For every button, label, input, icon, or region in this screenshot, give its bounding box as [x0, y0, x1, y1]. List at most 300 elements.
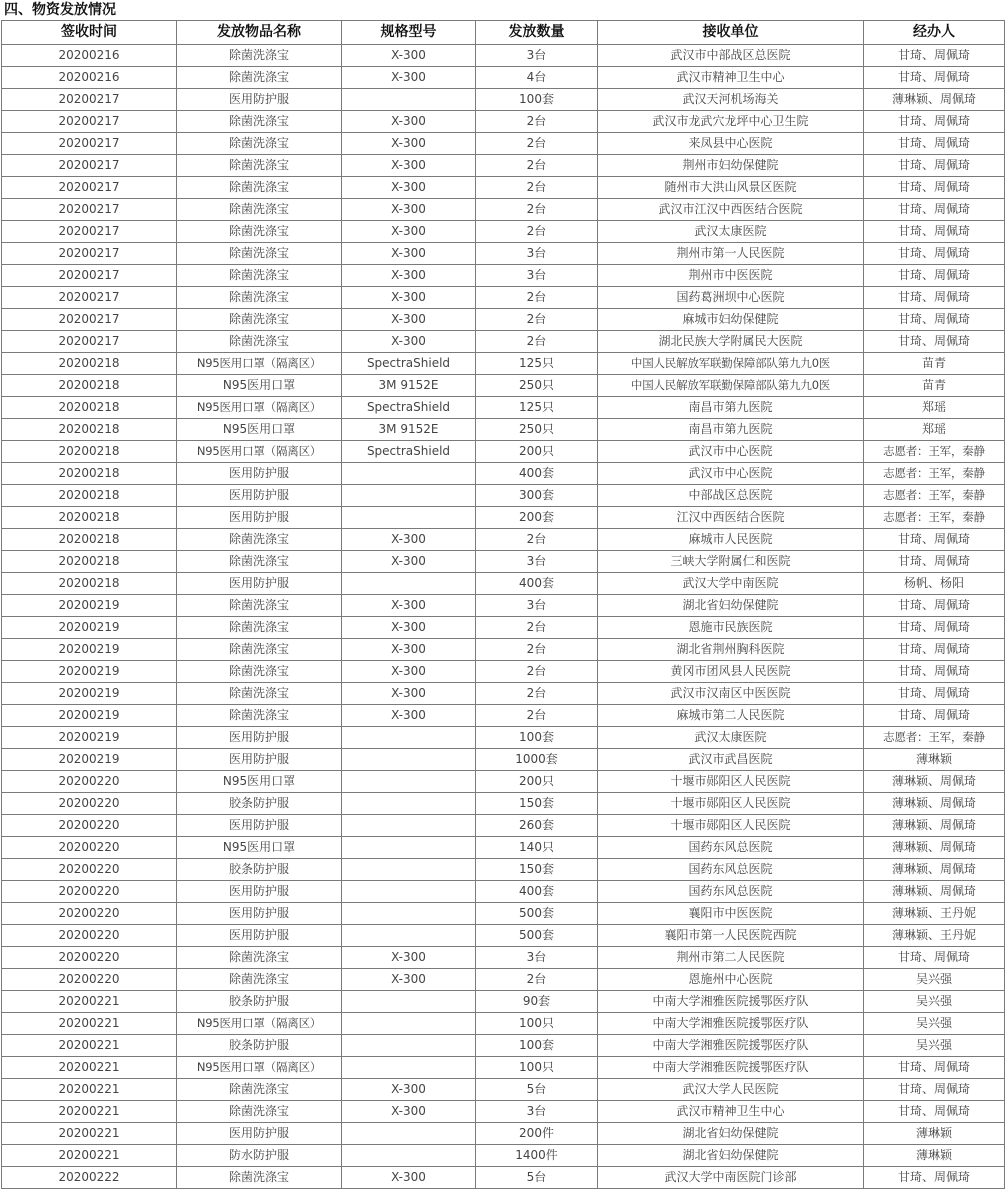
- table-row: [2, 705, 1005, 727]
- cell-recipient: 南昌市第九医院: [598, 419, 864, 441]
- cell-handler: 甘琦、周佩琦: [864, 551, 1005, 573]
- cell-quantity: 400套: [476, 881, 598, 903]
- header-row: [2, 21, 1005, 45]
- cell-spec-model: X-300: [342, 529, 476, 551]
- cell-handler: 薄琳颖: [864, 1145, 1005, 1167]
- cell-quantity: 4台: [476, 67, 598, 89]
- cell-recipient: 十堰市郧阳区人民医院: [598, 771, 864, 793]
- cell-recipient: 武汉市龙武穴龙坪中心卫生院: [598, 111, 864, 133]
- cell-quantity: 260套: [476, 815, 598, 837]
- cell-quantity: 100只: [476, 1013, 598, 1035]
- cell-quantity: 2台: [476, 221, 598, 243]
- cell-handler: 郑瑶: [864, 397, 1005, 419]
- cell-item-name: 胶条防护服: [177, 1035, 342, 1057]
- cell-recipient: 武汉市精神卫生中心: [598, 67, 864, 89]
- cell-item-name: N95医用口罩: [177, 375, 342, 397]
- cell-quantity: 3台: [476, 551, 598, 573]
- cell-quantity: 2台: [476, 529, 598, 551]
- cell-recipient: 恩施市民族医院: [598, 617, 864, 639]
- table-row: [2, 375, 1005, 397]
- cell-quantity: 2台: [476, 969, 598, 991]
- cell-handler: 薄琳颖、周佩琦: [864, 815, 1005, 837]
- cell-spec-model: [342, 793, 476, 815]
- table-row: [2, 45, 1005, 67]
- cell-spec-model: [342, 1123, 476, 1145]
- header-recipient: 接收单位: [598, 21, 864, 45]
- cell-receipt-date: 20200220: [2, 903, 177, 925]
- cell-receipt-date: 20200216: [2, 45, 177, 67]
- cell-spec-model: SpectraShield: [342, 353, 476, 375]
- cell-quantity: 100套: [476, 89, 598, 111]
- cell-recipient: 中国人民解放军联勤保障部队第九九0医: [598, 353, 864, 375]
- table-row: [2, 463, 1005, 485]
- cell-recipient: 武汉市汉南区中医医院: [598, 683, 864, 705]
- cell-quantity: 90套: [476, 991, 598, 1013]
- cell-spec-model: [342, 881, 476, 903]
- table-row: [2, 1035, 1005, 1057]
- cell-spec-model: X-300: [342, 199, 476, 221]
- cell-recipient: 十堰市郧阳区人民医院: [598, 815, 864, 837]
- table-row: [2, 287, 1005, 309]
- cell-spec-model: [342, 485, 476, 507]
- cell-receipt-date: 20200218: [2, 463, 177, 485]
- cell-recipient: 恩施州中心医院: [598, 969, 864, 991]
- table-row: [2, 419, 1005, 441]
- cell-recipient: 武汉市中心医院: [598, 441, 864, 463]
- cell-receipt-date: 20200217: [2, 287, 177, 309]
- cell-spec-model: X-300: [342, 683, 476, 705]
- table-row: [2, 551, 1005, 573]
- cell-quantity: 400套: [476, 573, 598, 595]
- cell-item-name: 除菌洗涤宝: [177, 1101, 342, 1123]
- cell-spec-model: 3M 9152E: [342, 419, 476, 441]
- table-row: [2, 661, 1005, 683]
- cell-handler: 志愿者：王军，秦静: [864, 485, 1005, 507]
- cell-recipient: 襄阳市第一人民医院西院: [598, 925, 864, 947]
- cell-recipient: 湖北省妇幼保健院: [598, 1145, 864, 1167]
- cell-receipt-date: 20200218: [2, 507, 177, 529]
- cell-item-name: 除菌洗涤宝: [177, 595, 342, 617]
- cell-spec-model: SpectraShield: [342, 441, 476, 463]
- cell-handler: 薄琳颖、王丹妮: [864, 903, 1005, 925]
- cell-recipient: 襄阳市中医医院: [598, 903, 864, 925]
- cell-recipient: 武汉大学中南医院门诊部: [598, 1167, 864, 1189]
- cell-receipt-date: 20200220: [2, 771, 177, 793]
- cell-quantity: 5台: [476, 1079, 598, 1101]
- cell-recipient: 武汉市精神卫生中心: [598, 1101, 864, 1123]
- cell-quantity: 500套: [476, 925, 598, 947]
- header-spec-model: 规格型号: [342, 21, 476, 45]
- cell-recipient: 湖北省妇幼保健院: [598, 1123, 864, 1145]
- cell-receipt-date: 20200217: [2, 111, 177, 133]
- table-row: [2, 881, 1005, 903]
- cell-item-name: N95医用口罩（隔离区）: [177, 353, 342, 375]
- cell-quantity: 100套: [476, 1035, 598, 1057]
- table-row: [2, 507, 1005, 529]
- cell-quantity: 3台: [476, 243, 598, 265]
- cell-item-name: 医用防护服: [177, 89, 342, 111]
- cell-receipt-date: 20200217: [2, 199, 177, 221]
- cell-receipt-date: 20200218: [2, 551, 177, 573]
- cell-recipient: 麻城市妇幼保健院: [598, 309, 864, 331]
- cell-recipient: 江汉中西医结合医院: [598, 507, 864, 529]
- cell-spec-model: [342, 749, 476, 771]
- cell-spec-model: [342, 859, 476, 881]
- cell-quantity: 250只: [476, 419, 598, 441]
- cell-handler: 志愿者：王军，秦静: [864, 507, 1005, 529]
- cell-recipient: 湖北省荆州胸科医院: [598, 639, 864, 661]
- cell-item-name: 除菌洗涤宝: [177, 551, 342, 573]
- cell-quantity: 300套: [476, 485, 598, 507]
- cell-item-name: 医用防护服: [177, 485, 342, 507]
- cell-receipt-date: 20200217: [2, 133, 177, 155]
- cell-receipt-date: 20200220: [2, 837, 177, 859]
- cell-item-name: 医用防护服: [177, 881, 342, 903]
- cell-spec-model: X-300: [342, 309, 476, 331]
- cell-receipt-date: 20200220: [2, 881, 177, 903]
- cell-handler: 杨帆、杨阳: [864, 573, 1005, 595]
- cell-receipt-date: 20200220: [2, 859, 177, 881]
- cell-handler: 吴兴强: [864, 1013, 1005, 1035]
- table-row: [2, 683, 1005, 705]
- table-row: [2, 177, 1005, 199]
- cell-spec-model: X-300: [342, 45, 476, 67]
- cell-spec-model: X-300: [342, 969, 476, 991]
- cell-handler: 志愿者：王军，秦静: [864, 727, 1005, 749]
- table-row: [2, 595, 1005, 617]
- cell-receipt-date: 20200217: [2, 89, 177, 111]
- cell-recipient: 十堰市郧阳区人民医院: [598, 793, 864, 815]
- cell-quantity: 2台: [476, 683, 598, 705]
- cell-quantity: 3台: [476, 1101, 598, 1123]
- cell-quantity: 200只: [476, 441, 598, 463]
- cell-item-name: 除菌洗涤宝: [177, 639, 342, 661]
- cell-item-name: 除菌洗涤宝: [177, 111, 342, 133]
- cell-handler: 薄琳颖、周佩琦: [864, 837, 1005, 859]
- header-item-name: 发放物品名称: [177, 21, 342, 45]
- table-row: [2, 441, 1005, 463]
- cell-quantity: 2台: [476, 155, 598, 177]
- cell-receipt-date: 20200220: [2, 793, 177, 815]
- cell-handler: 甘琦、周佩琦: [864, 331, 1005, 353]
- cell-spec-model: X-300: [342, 947, 476, 969]
- cell-handler: 甘琦、周佩琦: [864, 243, 1005, 265]
- cell-spec-model: [342, 903, 476, 925]
- cell-receipt-date: 20200219: [2, 639, 177, 661]
- cell-spec-model: X-300: [342, 111, 476, 133]
- cell-handler: 吴兴强: [864, 991, 1005, 1013]
- cell-receipt-date: 20200220: [2, 947, 177, 969]
- cell-item-name: 医用防护服: [177, 749, 342, 771]
- cell-spec-model: X-300: [342, 155, 476, 177]
- cell-spec-model: [342, 727, 476, 749]
- cell-item-name: N95医用口罩（隔离区）: [177, 397, 342, 419]
- cell-spec-model: X-300: [342, 551, 476, 573]
- cell-recipient: 中部战区总医院: [598, 485, 864, 507]
- cell-handler: 志愿者：王军，秦静: [864, 463, 1005, 485]
- cell-handler: 甘琦、周佩琦: [864, 287, 1005, 309]
- table-row: [2, 1167, 1005, 1189]
- cell-spec-model: [342, 573, 476, 595]
- table-row: [2, 1101, 1005, 1123]
- table-row: [2, 265, 1005, 287]
- cell-spec-model: [342, 925, 476, 947]
- table-row: [2, 1123, 1005, 1145]
- table-row: [2, 639, 1005, 661]
- distribution-table: [1, 20, 1005, 1189]
- cell-receipt-date: 20200217: [2, 309, 177, 331]
- cell-recipient: 来凤县中心医院: [598, 133, 864, 155]
- cell-receipt-date: 20200217: [2, 177, 177, 199]
- cell-quantity: 100套: [476, 727, 598, 749]
- cell-spec-model: X-300: [342, 661, 476, 683]
- table-row: [2, 529, 1005, 551]
- cell-spec-model: X-300: [342, 221, 476, 243]
- table-row: [2, 837, 1005, 859]
- cell-handler: 苗青: [864, 353, 1005, 375]
- cell-handler: 甘琦、周佩琦: [864, 177, 1005, 199]
- cell-quantity: 2台: [476, 661, 598, 683]
- cell-handler: 甘琦、周佩琦: [864, 111, 1005, 133]
- cell-receipt-date: 20200218: [2, 419, 177, 441]
- cell-handler: 薄琳颖、周佩琦: [864, 859, 1005, 881]
- table-row: [2, 133, 1005, 155]
- cell-recipient: 三峡大学附属仁和医院: [598, 551, 864, 573]
- cell-item-name: 除菌洗涤宝: [177, 1167, 342, 1189]
- cell-receipt-date: 20200217: [2, 243, 177, 265]
- table-row: [2, 1057, 1005, 1079]
- cell-receipt-date: 20200221: [2, 1035, 177, 1057]
- table-body: [2, 45, 1005, 1189]
- cell-spec-model: [342, 1145, 476, 1167]
- cell-item-name: 医用防护服: [177, 463, 342, 485]
- table-row: [2, 617, 1005, 639]
- table-row: [2, 199, 1005, 221]
- section-title: 四、物资发放情况: [4, 2, 116, 18]
- cell-quantity: 1000套: [476, 749, 598, 771]
- table-row: [2, 727, 1005, 749]
- cell-quantity: 2台: [476, 639, 598, 661]
- cell-item-name: N95医用口罩: [177, 771, 342, 793]
- table-row: [2, 859, 1005, 881]
- cell-handler: 薄琳颖: [864, 749, 1005, 771]
- table-row: [2, 947, 1005, 969]
- cell-recipient: 黄冈市团风县人民医院: [598, 661, 864, 683]
- cell-receipt-date: 20200217: [2, 265, 177, 287]
- cell-receipt-date: 20200217: [2, 155, 177, 177]
- cell-item-name: 除菌洗涤宝: [177, 177, 342, 199]
- cell-quantity: 500套: [476, 903, 598, 925]
- cell-handler: 薄琳颖、周佩琦: [864, 881, 1005, 903]
- cell-handler: 薄琳颖、周佩琦: [864, 793, 1005, 815]
- cell-handler: 薄琳颖、周佩琦: [864, 771, 1005, 793]
- cell-spec-model: X-300: [342, 1167, 476, 1189]
- cell-item-name: 除菌洗涤宝: [177, 617, 342, 639]
- cell-recipient: 国药东风总医院: [598, 859, 864, 881]
- header-handler: 经办人: [864, 21, 1005, 45]
- cell-quantity: 2台: [476, 133, 598, 155]
- cell-item-name: 胶条防护服: [177, 991, 342, 1013]
- cell-spec-model: [342, 837, 476, 859]
- cell-item-name: 除菌洗涤宝: [177, 969, 342, 991]
- cell-recipient: 湖北省妇幼保健院: [598, 595, 864, 617]
- cell-quantity: 2台: [476, 177, 598, 199]
- table-row: [2, 309, 1005, 331]
- cell-handler: 甘琦、周佩琦: [864, 617, 1005, 639]
- table-row: [2, 67, 1005, 89]
- cell-quantity: 200件: [476, 1123, 598, 1145]
- cell-recipient: 武汉市武昌医院: [598, 749, 864, 771]
- cell-item-name: 除菌洗涤宝: [177, 331, 342, 353]
- cell-recipient: 中南大学湘雅医院援鄂医疗队: [598, 1057, 864, 1079]
- cell-recipient: 国药东风总医院: [598, 881, 864, 903]
- table-row: [2, 969, 1005, 991]
- cell-quantity: 2台: [476, 199, 598, 221]
- table-row: [2, 155, 1005, 177]
- table-row: [2, 573, 1005, 595]
- cell-receipt-date: 20200222: [2, 1167, 177, 1189]
- cell-recipient: 武汉大学中南医院: [598, 573, 864, 595]
- cell-spec-model: [342, 463, 476, 485]
- cell-item-name: 医用防护服: [177, 925, 342, 947]
- cell-quantity: 5台: [476, 1167, 598, 1189]
- cell-handler: 薄琳颖: [864, 1123, 1005, 1145]
- cell-handler: 甘琦、周佩琦: [864, 683, 1005, 705]
- cell-quantity: 250只: [476, 375, 598, 397]
- cell-recipient: 国药东风总医院: [598, 837, 864, 859]
- table-row: [2, 331, 1005, 353]
- header-receipt-date: 签收时间: [2, 21, 177, 45]
- cell-item-name: 医用防护服: [177, 727, 342, 749]
- cell-receipt-date: 20200219: [2, 683, 177, 705]
- cell-item-name: 除菌洗涤宝: [177, 155, 342, 177]
- table-row: [2, 1013, 1005, 1035]
- cell-item-name: 除菌洗涤宝: [177, 45, 342, 67]
- cell-recipient: 中国人民解放军联勤保障部队第九九0医: [598, 375, 864, 397]
- cell-item-name: N95医用口罩: [177, 419, 342, 441]
- cell-recipient: 麻城市人民医院: [598, 529, 864, 551]
- cell-handler: 甘琦、周佩琦: [864, 1167, 1005, 1189]
- cell-item-name: 医用防护服: [177, 815, 342, 837]
- cell-receipt-date: 20200220: [2, 925, 177, 947]
- cell-item-name: 除菌洗涤宝: [177, 133, 342, 155]
- cell-item-name: 除菌洗涤宝: [177, 309, 342, 331]
- cell-spec-model: [342, 991, 476, 1013]
- table-row: [2, 903, 1005, 925]
- cell-recipient: 武汉大学人民医院: [598, 1079, 864, 1101]
- table-row: [2, 793, 1005, 815]
- cell-receipt-date: 20200218: [2, 441, 177, 463]
- cell-item-name: 胶条防护服: [177, 793, 342, 815]
- cell-recipient: 湖北民族大学附属民大医院: [598, 331, 864, 353]
- table-row: [2, 1079, 1005, 1101]
- cell-receipt-date: 20200218: [2, 353, 177, 375]
- cell-quantity: 1400件: [476, 1145, 598, 1167]
- cell-quantity: 200套: [476, 507, 598, 529]
- cell-handler: 甘琦、周佩琦: [864, 221, 1005, 243]
- cell-spec-model: [342, 1057, 476, 1079]
- cell-handler: 甘琦、周佩琦: [864, 1101, 1005, 1123]
- cell-quantity: 2台: [476, 705, 598, 727]
- cell-receipt-date: 20200219: [2, 595, 177, 617]
- cell-receipt-date: 20200218: [2, 529, 177, 551]
- cell-item-name: 除菌洗涤宝: [177, 265, 342, 287]
- cell-quantity: 3台: [476, 45, 598, 67]
- cell-handler: 甘琦、周佩琦: [864, 133, 1005, 155]
- cell-quantity: 3台: [476, 595, 598, 617]
- cell-receipt-date: 20200221: [2, 1145, 177, 1167]
- cell-item-name: 除菌洗涤宝: [177, 67, 342, 89]
- cell-recipient: 荆州市第一人民医院: [598, 243, 864, 265]
- cell-spec-model: X-300: [342, 1079, 476, 1101]
- cell-handler: 甘琦、周佩琦: [864, 595, 1005, 617]
- cell-quantity: 125只: [476, 353, 598, 375]
- cell-handler: 甘琦、周佩琦: [864, 155, 1005, 177]
- cell-receipt-date: 20200217: [2, 221, 177, 243]
- cell-handler: 吴兴强: [864, 969, 1005, 991]
- cell-item-name: 医用防护服: [177, 1123, 342, 1145]
- cell-recipient: 国药葛洲坝中心医院: [598, 287, 864, 309]
- cell-receipt-date: 20200218: [2, 397, 177, 419]
- cell-handler: 甘琦、周佩琦: [864, 199, 1005, 221]
- cell-spec-model: [342, 815, 476, 837]
- cell-handler: 吴兴强: [864, 1035, 1005, 1057]
- cell-quantity: 100只: [476, 1057, 598, 1079]
- cell-spec-model: 3M 9152E: [342, 375, 476, 397]
- cell-receipt-date: 20200218: [2, 375, 177, 397]
- cell-handler: 甘琦、周佩琦: [864, 45, 1005, 67]
- cell-handler: 薄琳颖、周佩琦: [864, 89, 1005, 111]
- cell-recipient: 中南大学湘雅医院援鄂医疗队: [598, 1013, 864, 1035]
- cell-item-name: N95医用口罩（隔离区）: [177, 1057, 342, 1079]
- cell-recipient: 荆州市第二人民医院: [598, 947, 864, 969]
- cell-handler: 甘琦、周佩琦: [864, 265, 1005, 287]
- cell-quantity: 2台: [476, 309, 598, 331]
- table-row: [2, 749, 1005, 771]
- cell-handler: 薄琳颖、王丹妮: [864, 925, 1005, 947]
- cell-receipt-date: 20200221: [2, 1013, 177, 1035]
- cell-handler: 甘琦、周佩琦: [864, 661, 1005, 683]
- cell-item-name: 防水防护服: [177, 1145, 342, 1167]
- cell-receipt-date: 20200220: [2, 969, 177, 991]
- cell-spec-model: X-300: [342, 243, 476, 265]
- cell-item-name: 医用防护服: [177, 507, 342, 529]
- cell-recipient: 荆州市中医医院: [598, 265, 864, 287]
- cell-item-name: N95医用口罩: [177, 837, 342, 859]
- cell-item-name: 除菌洗涤宝: [177, 705, 342, 727]
- table-row: [2, 771, 1005, 793]
- table-row: [2, 991, 1005, 1013]
- cell-receipt-date: 20200218: [2, 573, 177, 595]
- cell-spec-model: [342, 771, 476, 793]
- cell-spec-model: X-300: [342, 177, 476, 199]
- cell-receipt-date: 20200221: [2, 991, 177, 1013]
- cell-spec-model: X-300: [342, 595, 476, 617]
- cell-item-name: 除菌洗涤宝: [177, 1079, 342, 1101]
- cell-receipt-date: 20200219: [2, 617, 177, 639]
- cell-receipt-date: 20200216: [2, 67, 177, 89]
- cell-receipt-date: 20200219: [2, 705, 177, 727]
- cell-spec-model: X-300: [342, 287, 476, 309]
- cell-receipt-date: 20200220: [2, 815, 177, 837]
- cell-receipt-date: 20200219: [2, 727, 177, 749]
- cell-recipient: 随州市大洪山风景区医院: [598, 177, 864, 199]
- cell-spec-model: [342, 507, 476, 529]
- cell-item-name: 医用防护服: [177, 573, 342, 595]
- table-row: [2, 243, 1005, 265]
- cell-quantity: 150套: [476, 793, 598, 815]
- cell-item-name: N95医用口罩（隔离区）: [177, 1013, 342, 1035]
